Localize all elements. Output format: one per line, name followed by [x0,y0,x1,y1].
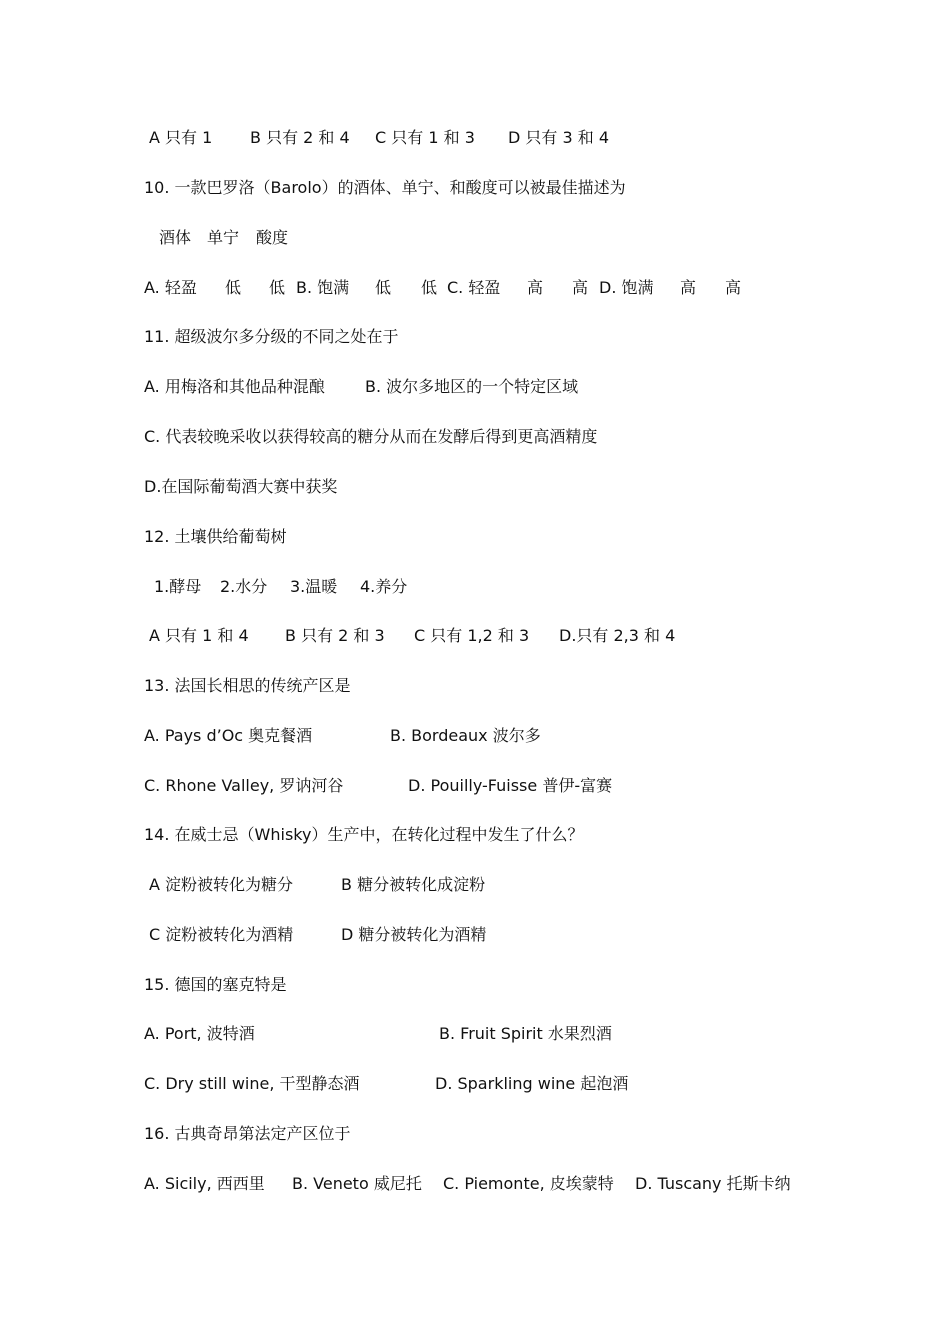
header-tannin: 单宁 [207,228,240,247]
option-b: B 只有 2 和 3 [285,626,385,645]
option-b: B. 饱满 [296,278,350,297]
option-d: D.只有 2,3 和 4 [559,626,676,645]
question-text: 14. 在威士忌（Whisky）生产中，在转化过程中发生了什么？ [144,825,584,844]
option-c: C 只有 1 和 3 [375,128,475,147]
option-a-acidity: 低 [269,278,286,297]
option-b-tannin: 低 [375,278,392,297]
option-c: C 淀粉被转化为酒精 [149,925,294,944]
option-a: A 只有 1 [149,128,213,147]
option-b: B. Fruit Spirit 水果烈酒 [439,1024,612,1043]
question-text: 12. 土壤供给葡萄树 [144,527,287,546]
option-d-tannin: 高 [680,278,697,297]
option-c: C. Piemonte, 皮埃蒙特 [443,1174,614,1193]
option-b: B 糖分被转化成淀粉 [341,875,486,894]
option-b: B. 波尔多地区的一个特定区域 [365,377,579,396]
option-a: A. Pays d’Oc 奥克餐酒 [144,726,313,745]
option-b: B 只有 2 和 4 [250,128,350,147]
item-4: 4.养分 [360,577,408,596]
option-a: A. 用梅洛和其他品种混酿 [144,377,325,396]
item-1: 1.酵母 [154,577,202,596]
option-d: D. Pouilly-Fuisse 普伊-富赛 [408,776,613,795]
question-text: 11. 超级波尔多分级的不同之处在于 [144,327,399,346]
option-a: A 只有 1 和 4 [149,626,249,645]
option-d: D. 饱满 [599,278,654,297]
question-text: 16. 古典奇昂第法定产区位于 [144,1124,351,1143]
option-b-acidity: 低 [421,278,438,297]
header-acidity: 酸度 [256,228,289,247]
item-3: 3.温暖 [290,577,338,596]
option-c: C 只有 1,2 和 3 [414,626,530,645]
option-d: D 只有 3 和 4 [508,128,610,147]
option-d: D. Sparkling wine 起泡酒 [435,1074,629,1093]
question-text: 15. 德国的塞克特是 [144,975,287,994]
option-c-acidity: 高 [572,278,589,297]
question-text: 13. 法国长相思的传统产区是 [144,676,351,695]
option-d: D. Tuscany 托斯卡纳 [635,1174,791,1193]
header-body: 酒体 [159,228,192,247]
question-text: 10. 一款巴罗洛（Barolo）的酒体、单宁、和酸度可以被最佳描述为 [144,178,626,197]
option-c-tannin: 高 [527,278,544,297]
option-a: A. 轻盈 [144,278,197,297]
option-b: B. Bordeaux 波尔多 [390,726,541,745]
option-a: A 淀粉被转化为糖分 [149,875,294,894]
option-c: C. Dry still wine, 干型静态酒 [144,1074,360,1093]
option-c: C. 轻盈 [447,278,501,297]
option-c: C. Rhone Valley, 罗讷河谷 [144,776,344,795]
option-c: C. 代表较晚采收以获得较高的糖分从而在发酵后得到更高酒精度 [144,427,598,446]
option-b: B. Veneto 威尼托 [292,1174,422,1193]
option-d-acidity: 高 [725,278,742,297]
item-2: 2.水分 [220,577,268,596]
option-d: D 糖分被转化为酒精 [341,925,487,944]
option-d: D.在国际葡萄酒大赛中获奖 [144,477,338,496]
option-a: A. Sicily, 西西里 [144,1174,265,1193]
option-a-tannin: 低 [225,278,242,297]
option-a: A. Port, 波特酒 [144,1024,255,1043]
